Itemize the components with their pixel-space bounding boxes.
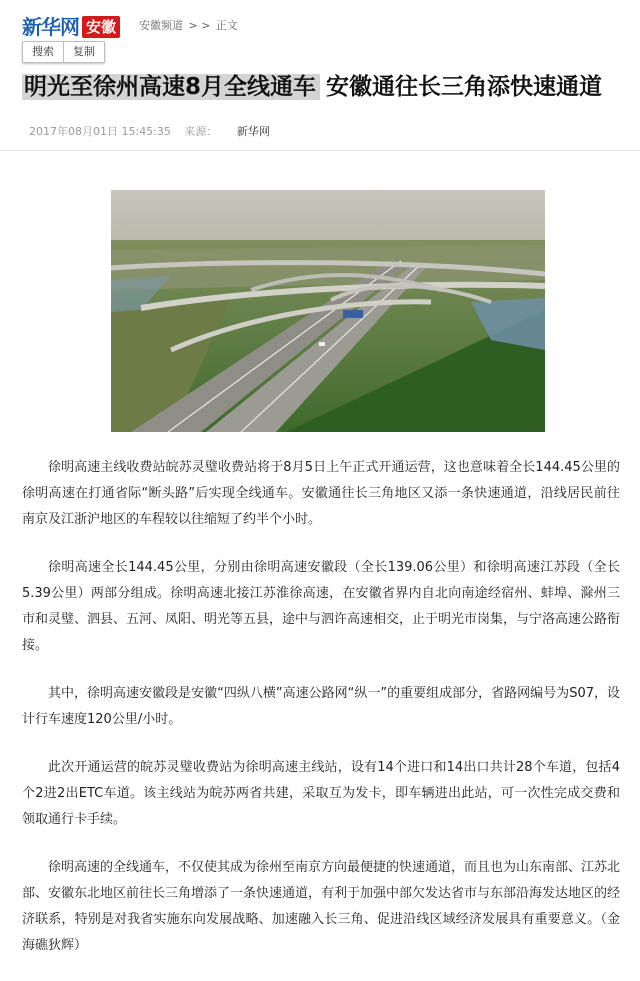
publish-date: 2017年08月01日 15:45:35 xyxy=(29,125,171,138)
copy-button[interactable]: 复制 xyxy=(63,42,104,62)
logo-region-badge: 安徽 xyxy=(82,16,120,38)
selection-toolbar xyxy=(22,41,105,63)
site-logo[interactable] xyxy=(22,15,120,39)
header-divider xyxy=(0,150,640,151)
highway-interchange-photo xyxy=(111,190,545,432)
title-highlighted-part: 明光至徐州高速8月全线通车 xyxy=(22,74,320,100)
article-body xyxy=(22,455,620,981)
article-paragraph: 徐明高速的全线通车，不仅使其成为徐州至南京方向最便捷的快速通道，而且也为山东南部、江苏北部、安徽东北地区前往长三角增添了一条快速通道，有利于加强中部欠发达省市与东部沿海发达地区的经济联系，特别是对我省实施东向发展战略、加速融入长三角、促进沿线区域经济发展具有重要意义。（金海礁狄辉） xyxy=(22,860,621,953)
article-title xyxy=(22,68,640,106)
breadcrumb-channel-link[interactable]: 安徽频道 xyxy=(139,19,183,32)
source-label: 来源： xyxy=(184,125,218,138)
search-button[interactable]: 搜索 xyxy=(32,45,54,58)
title-rest-part: 安徽通往长三角添快速通道 xyxy=(326,74,603,100)
article-paragraph: 其中，徐明高速安徽段是安徽“四纵八横”高速公路网“纵一”的重要组成部分，省路网编号为S07，设计行车速度120公里/小时。 xyxy=(22,686,620,727)
article-meta xyxy=(29,123,270,139)
source-name: 新华网 xyxy=(236,125,270,138)
logo-text: 新华网 xyxy=(22,15,79,39)
article-paragraph: 徐明高速主线收费站皖苏灵璧收费站将于8月5日上午正式开通运营，这也意味着全长144.45公里的徐明高速在打通省际“断头路”后实现全线通车。安徽通往长三角地区又添一条快速通道，沿线居民前往南京及江浙沪地区的车程较以往缩短了约半个小时。 xyxy=(22,460,620,527)
breadcrumb-current: 正文 xyxy=(215,19,238,32)
breadcrumb xyxy=(139,17,240,33)
article-paragraph: 此次开通运营的皖苏灵璧收费站为徐明高速主线站，设有14个进口和14出口共计28个车道，包括4个2进2出ETC车道。该主线站为皖苏两省共建，采取互为发卡，即车辆进出此站，可一次性完成交费和领取通行卡手续。 xyxy=(22,760,620,827)
breadcrumb-separator: > > xyxy=(188,19,211,32)
article-paragraph: 徐明高速全长144.45公里，分别由徐明高速安徽段（全长139.06公里）和徐明高速江苏段（全长5.39公里）两部分组成。徐明高速北接江苏淮徐高速，在安徽省界内自北向南途经宿州、蚌埠、滁州三市和灵璧、泗县、五河、凤阳、明光等五县，途中与泗许高速相交，止于明光市岗集，与宁洛高速公路衔接。 xyxy=(22,560,621,653)
